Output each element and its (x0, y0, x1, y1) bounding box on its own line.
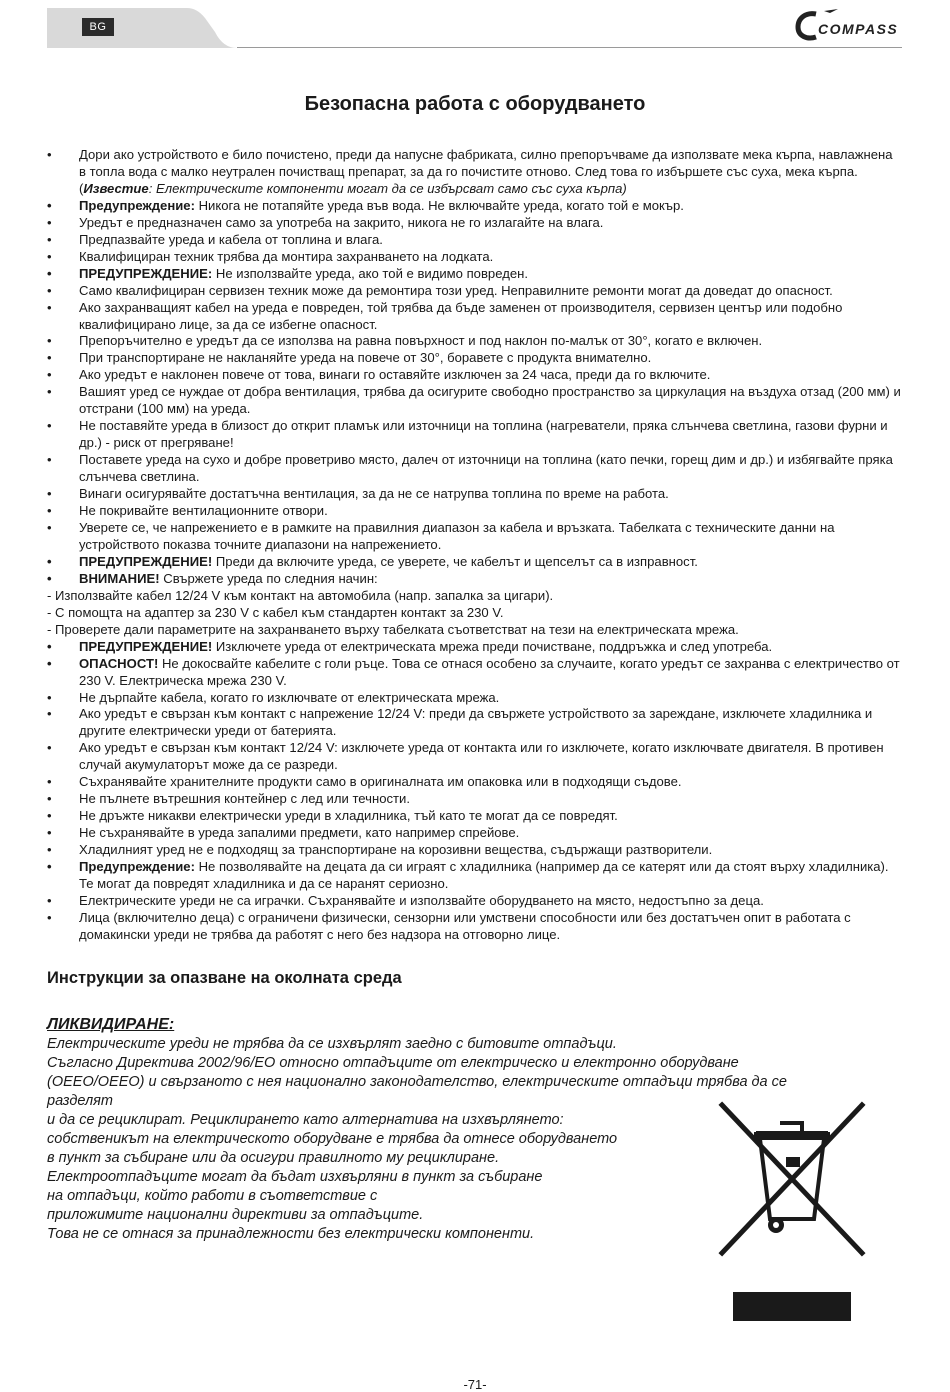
list-item (47, 859, 902, 893)
list-item-text: Ако захранващият кабел на уреда е повреден, той трябва да бъде заменен от производителя, сервизен център или подобно квалифицирано лице, за да се избегне опасност. (79, 299, 843, 332)
list-item-text: - С помощта на адаптер за 230 V с кабел към стандартен контакт за 230 V. (47, 604, 504, 620)
list-item-text: Не пълнете вътрешния контейнер с лед или течности. (79, 791, 410, 807)
list-item-text: Свържете уреда по следния начин: (159, 570, 378, 586)
list-item-text: Не покривайте вентилационните отвори. (79, 503, 328, 519)
warning-label: ПРЕДУПРЕЖДЕНИЕ! (79, 553, 213, 569)
list-item-text: Препоръчително е уредът да се използва на равна повърхност и под наклон по-малък от 30°, когато е включен. (79, 333, 763, 349)
list-item (47, 571, 902, 588)
weee-marking-bar (733, 1292, 851, 1321)
list-item-text: Уверете се, че напрежението е в рамките на правилния диапазон за кабела и връзката. Табелката с техническите данни на устройството показва точните диапазони на напрежението. (79, 519, 835, 552)
brand-logo-text: COMPASS (818, 21, 899, 37)
list-item-text: Уредът е предназначен само за употреба на закрито, никога не го излагайте на влага. (79, 214, 604, 230)
list-item-text: Поставете уреда на сухо и добре проветриво място, далеч от източници на топлина (като печки, горещ дим и др.) и избягвайте пряка слънчева светлина. (79, 452, 893, 485)
warning-label: ПРЕДУПРЕЖДЕНИЕ! (79, 638, 213, 654)
disposal-line: собственикът на електрическото оборудване е трябва да отнесе оборудването (47, 1131, 618, 1147)
list-item-text: Хладилният уред не е подходящ за транспортиране на корозивни вещества, съдържащи разтворители. (79, 842, 713, 858)
disposal-line: приложимите национални директиви за отпадъците. (47, 1207, 424, 1223)
list-item (47, 486, 902, 503)
list-item-text: Ако уредът е наклонен повече от това, винаги го оставяйте изключен за 24 часа, преди да го включите. (79, 367, 711, 383)
list-item-text: Не съхранявайте в уреда запалими предмети, като например спрейове. (79, 825, 520, 841)
list-item (47, 706, 902, 740)
list-item-text: Ако уредът е свързан към контакт с напрежение 12/24 V: преди да свържете устройството за зареждане, изключете хладилника и другите електрически уреди от батерията. (79, 706, 873, 739)
list-item (47, 300, 902, 334)
list-item-text: Съхранявайте хранителните продукти само в оригиналната им опаковка или в подходящи съдове. (79, 774, 682, 790)
list-item (47, 198, 902, 215)
disposal-line: на отпадъци, който работи в съответствие с (47, 1188, 378, 1204)
list-item-text: Винаги осигурявайте достатъчна вентилация, за да не се натрупва топлина по време на работа. (79, 486, 669, 502)
warning-label: ОПАСНОСТ! (79, 655, 159, 671)
disposal-line: в пункт за събиране или да осигури правилното му рециклиране. (47, 1150, 500, 1166)
environment-heading: Инструкции за опазване на околната среда (47, 969, 402, 987)
list-item-text: Преди да включите уреда, се уверете, че кабелът и щепселът са в изправност. (212, 553, 698, 569)
list-item (47, 740, 902, 774)
list-item (47, 893, 902, 910)
list-item (47, 639, 902, 656)
warning-label: ПРЕДУПРЕЖДЕНИЕ: (79, 265, 213, 281)
list-item (47, 520, 902, 554)
list-item-text: Изключете уреда от електрическата мрежа преди почистване, поддръжка и след употреба. (212, 638, 773, 654)
page-number: -71- (463, 1377, 487, 1392)
header-shape (47, 8, 902, 48)
warning-label: ВНИМАНИЕ! (79, 570, 160, 586)
list-item-text: Ако уредът е свързан към контакт 12/24 V: изключете уреда от контакта или го изключете, когато изключвате двигателя. В противен случай акумулаторът може да се разреди. (79, 740, 884, 773)
page-title: Безопасна работа с оборудването (304, 93, 646, 115)
disposal-heading: ЛИКВИДИРАНЕ: (47, 1016, 175, 1033)
list-item (47, 656, 902, 690)
list-item (47, 910, 902, 944)
language-badge: BG (82, 18, 114, 36)
list-item-text: - Използвайте кабел 12/24 V към контакт на автомобила (напр. запалка за цигари). (47, 587, 554, 603)
list-item-text: Не поставяйте уреда в близост до открит пламък или източници на топлина (нагреватели, пряка слънчева светлина, газови фурни и др.) - риск от прегряване! (79, 418, 888, 451)
list-item-text: Предпазвайте уреда и кабела от топлина и влага. (79, 231, 383, 247)
disposal-line: Електроотпадъците могат да бъдат изхвърляни в пункт за събиране (47, 1169, 543, 1185)
list-item (47, 554, 902, 571)
disposal-line: (ОЕЕО/ОЕЕО) и свързаното с нея национално законодателство, електрическите отпадъци трябва да се (47, 1074, 787, 1090)
list-item-text: Дори ако устройството е било почистено, преди да напусне фабриката, силно препоръчваме да използвате мека кърпа, навлажнена в топла вода с малко неутрален почистващ препарат, за да го почистите отново. След това го избършете със суха, мека кърпа. ( (79, 147, 893, 196)
list-item (47, 249, 902, 266)
list-item (47, 791, 902, 808)
list-item (47, 232, 902, 249)
list-item-text: Електрическите уреди не са играчки. Съхранявайте и използвайте оборудването на място, недостъпно за деца. (79, 892, 764, 908)
connection-step (47, 622, 902, 639)
list-item-text: При транспортиране не накланяйте уреда на повече от 30°, боравете с продукта внимателно. (79, 350, 652, 366)
list-item-text: Не дръжте никакви електрически уреди в хладилника, тъй като те могат да се повредят. (79, 808, 618, 824)
list-item-text: Не позволявайте на децата да си играят с хладилника (например да се катерят или да стоят върху хладилника). Те могат да повредят хладилника и да се наранят сериозно. (79, 859, 889, 891)
list-item (47, 825, 902, 842)
list-item (47, 266, 902, 283)
list-item (47, 452, 902, 486)
list-item-text: - Проверете дали параметрите на захранването върху табелката съответстват на тези на електрическата мрежа. (47, 621, 739, 637)
crossed-out-wheelie-bin-icon (718, 1101, 866, 1257)
disposal-line: Съгласно Директива 2002/96/ЕО относно отпадъците от електрическо и електронно оборудване (47, 1055, 739, 1071)
header-band (47, 8, 902, 48)
list-item-text: Само квалифициран сервизен техник може да ремонтира този уред. Неправилните ремонти могат да доведат до опасност. (79, 282, 833, 298)
disposal-line: Това не се отнася за принадлежности без електрически компоненти. (47, 1226, 535, 1242)
connection-step (47, 588, 902, 605)
list-item-text: Квалифициран техник трябва да монтира захранването на лодката. (79, 248, 494, 264)
list-item-text: Вашият уред се нуждае от добра вентилация, трябва да осигурите свободно пространство за циркулация на въздуха отзад (200 мм) и отстрани (100 мм) на уреда. (79, 384, 901, 417)
list-item (47, 147, 902, 198)
list-item (47, 503, 902, 520)
warning-label: Предупреждение: (79, 197, 195, 213)
connection-step (47, 605, 902, 622)
warning-label: Предупреждение: (79, 859, 195, 875)
list-item (47, 333, 902, 350)
list-item-text: Не използвайте уреда, ако той е видимо повреден. (212, 265, 528, 281)
list-item (47, 283, 902, 300)
list-item (47, 384, 902, 418)
list-item-text: Никога не потапяйте уреда във вода. Не включвайте уреда, когато той е мокър. (194, 197, 684, 213)
notice-label: Известие (83, 180, 149, 196)
safety-list (47, 147, 902, 944)
list-item (47, 774, 902, 791)
list-item (47, 350, 902, 367)
list-item (47, 842, 902, 859)
list-item (47, 808, 902, 825)
list-item-text: Не докосвайте кабелите с голи ръце. Това се отнася особено за случаите, когато уредът се захранва с електричество от 230 V. Електрическа мрежа 230 V. (79, 655, 900, 688)
list-item (47, 418, 902, 452)
list-item (47, 367, 902, 384)
disposal-line: и да се рециклират. Рециклирането като алтернатива на изхвърлянето: (47, 1112, 564, 1128)
list-item-text: Не дърпайте кабела, когато го изключвате от електрическата мрежа. (79, 689, 500, 705)
list-item (47, 215, 902, 232)
list-item-text: Лица (включително деца) с ограничени физически, сензорни или умствени способности или без достатъчен опит в работата с домакински уреди не трябва да работят с него без надзора на отговорно лице. (79, 909, 851, 942)
notice-text: : Електрическите компоненти могат да се избърсват само със суха кърпа) (148, 180, 627, 196)
disposal-line: разделят (47, 1093, 113, 1109)
disposal-line: Електрическите уреди не трябва да се изхвърлят заедно с битовите отпадъци. (47, 1036, 617, 1052)
list-item (47, 690, 902, 707)
